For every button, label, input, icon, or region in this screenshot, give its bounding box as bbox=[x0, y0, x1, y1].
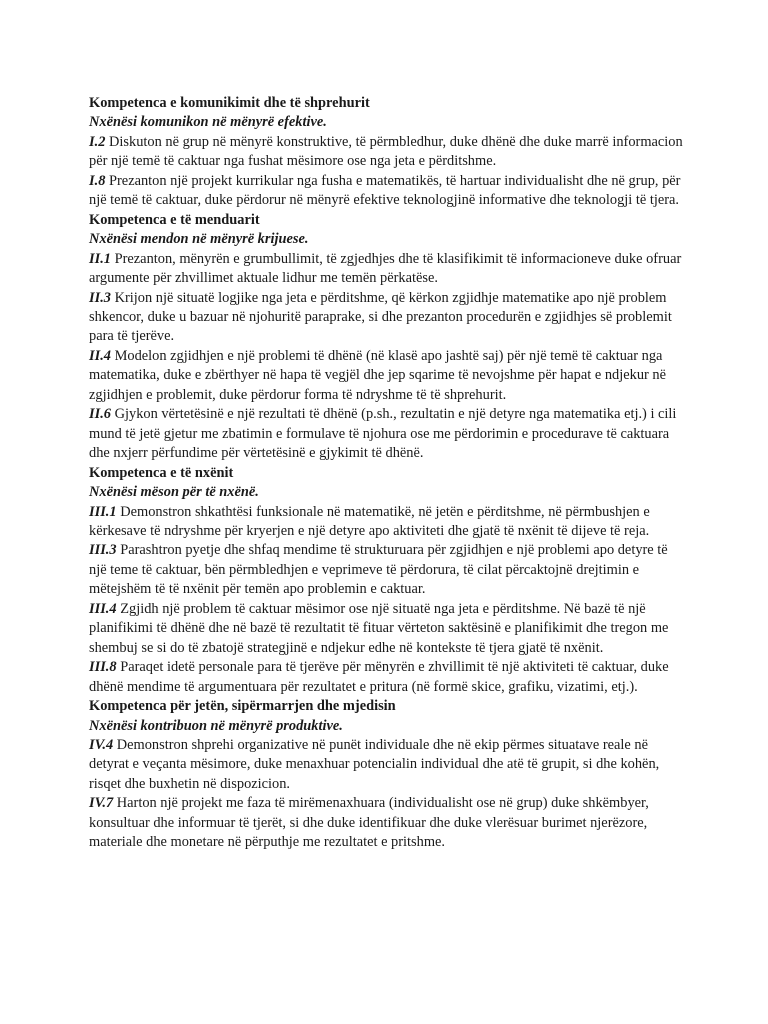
item-text: Krijon një situatë logjike nga jeta e përditshme, që kërkon zgjidhje matematike apo një problem shkencor, duke u bazuar në njohuritë paraprake, si dhe prezanton procedurën e zgjidhjes së problemit para të tjerëve. bbox=[89, 289, 672, 345]
section-subheading: Nxënësi kontribuon në mënyrë produktive. bbox=[89, 717, 343, 734]
item-code: IV.7 bbox=[89, 795, 114, 812]
competence-item bbox=[89, 289, 683, 347]
item-code: IV.4 bbox=[89, 736, 114, 753]
competence-item bbox=[89, 503, 683, 542]
competence-item bbox=[89, 172, 683, 211]
competence-item bbox=[89, 541, 683, 599]
item-code: III.8 bbox=[89, 659, 117, 676]
item-code: II.1 bbox=[89, 250, 111, 267]
item-code: III.4 bbox=[89, 600, 117, 617]
competence-item bbox=[89, 347, 683, 405]
section-heading: Kompetenca e të nxënit bbox=[89, 464, 234, 481]
item-text: Prezanton një projekt kurrikular nga fusha e matematikës, të hartuar individualisht dhe në grup, për një temë të caktuar, duke përdorur në mënyrë efektive teknologjinë informative dhe teknologji të tjera. bbox=[89, 172, 681, 209]
section-subheading: Nxënësi komunikon në mënyrë efektive. bbox=[89, 114, 327, 131]
item-text: Demonstron shprehi organizative në punët individuale dhe në ekip përmes situatave reale në detyrat e veçanta mësimore, duke menaxhuar potencialin individual dhe atë të grupit, si dhe kohën, risqet dhe buxhetin në dispozicion. bbox=[89, 736, 660, 792]
competence-item bbox=[89, 405, 683, 463]
competence-item bbox=[89, 600, 683, 658]
competence-item bbox=[89, 794, 683, 852]
section-subheading: Nxënësi mendon në mënyrë krijuese. bbox=[89, 231, 309, 248]
item-code: I.8 bbox=[89, 172, 106, 189]
competence-item bbox=[89, 736, 683, 794]
section-learning bbox=[89, 464, 683, 697]
section-subheading: Nxënësi mëson për të nxënë. bbox=[89, 484, 259, 501]
item-code: II.6 bbox=[89, 406, 111, 423]
competence-item bbox=[89, 658, 683, 697]
document-body bbox=[89, 94, 683, 853]
competence-item bbox=[89, 250, 683, 289]
item-text: Prezanton, mënyrën e grumbullimit, të zgjedhjes dhe të klasifikimit të informacioneve duke ofruar argumente për zhvillimet aktuale lidhur me temën përkatëse. bbox=[89, 250, 682, 287]
item-code: III.3 bbox=[89, 542, 117, 559]
section-thinking bbox=[89, 211, 683, 464]
item-text: Harton një projekt me faza të mirëmenaxhuara (individualisht ose në grup) duke shkëmbyer, konsultuar dhe informuar të tjerët, si dhe duke identifikuar dhe duke vlerësuar burimet njerëzore, materiale dhe monetare në përputhje me rezultatet e pritshme. bbox=[89, 795, 649, 851]
item-text: Gjykon vërtetësinë e një rezultati të dhënë (p.sh., rezultatin e një detyre nga matematika etj.) i cili mund të jetë gjetur me zbatimin e formulave të njohura ose me përdorimin e procedurave të caktuara dhe nxjerr përfundime për vërtetësinë e gjykimit të dhënë. bbox=[89, 406, 677, 462]
section-life-entrepreneurship bbox=[89, 697, 683, 853]
item-text: Zgjidh një problem të caktuar mësimor ose një situatë nga jeta e përditshme. Në bazë të një planifikimi të dhënë dhe në bazë të rezultatit të fituar vërteton saktësinë e planifikimit dhe tregon me shembuj se si do të zbatojë strategjinë e ndjekur edhe në kontekste të tjera gjatë të nxënit. bbox=[89, 600, 669, 656]
section-communication bbox=[89, 94, 683, 211]
competence-item bbox=[89, 133, 683, 172]
section-heading: Kompetenca për jetën, sipërmarrjen dhe mjedisin bbox=[89, 698, 396, 715]
item-code: III.1 bbox=[89, 503, 117, 520]
item-code: I.2 bbox=[89, 133, 106, 150]
item-text: Parashtron pyetje dhe shfaq mendime të strukturuara për zgjidhjen e një problemi apo detyre të një teme të caktuar, bën përmbledhjen e veprimeve të përdorura, të cilat përcaktojnë drejtimin e mëtejshëm të të nxënit për temën apo problemin e caktuar. bbox=[89, 542, 668, 598]
section-heading: Kompetenca e të menduarit bbox=[89, 211, 260, 228]
item-text: Demonstron shkathtësi funksionale në matematikë, në jetën e përditshme, në përmbushjen e kërkesave të ndryshme për kryerjen e një detyre apo aktiviteti dhe gjatë të nxënit të dijeve të reja. bbox=[89, 503, 650, 539]
item-text: Modelon zgjidhjen e një problemi të dhënë (në klasë apo jashtë saj) për një temë të caktuar nga matematika, duke e zbërthyer në hapa të vegjël dhe jep sqarime të nevojshme për hapat e ndjekur në zgjidhjen e problemit, duke përdorur forma të ndryshme të të shprehurit. bbox=[89, 347, 666, 403]
item-code: II.4 bbox=[89, 347, 111, 364]
item-code: II.3 bbox=[89, 289, 111, 306]
item-text: Diskuton në grup në mënyrë konstruktive, të përmbledhur, duke dhënë dhe duke marrë informacion për një temë të caktuar nga fushat mësimore ose nga jeta e përditshme. bbox=[89, 133, 683, 170]
section-heading: Kompetenca e komunikimit dhe të shprehurit bbox=[89, 95, 370, 111]
item-text: Paraqet idetë personale para të tjerëve për mënyrën e zhvillimit të një aktiviteti të caktuar, duke dhënë mendime të argumentuara për rezultatet e pritura (në formë skice, grafiku, vizatimi, etj.). bbox=[89, 659, 669, 695]
